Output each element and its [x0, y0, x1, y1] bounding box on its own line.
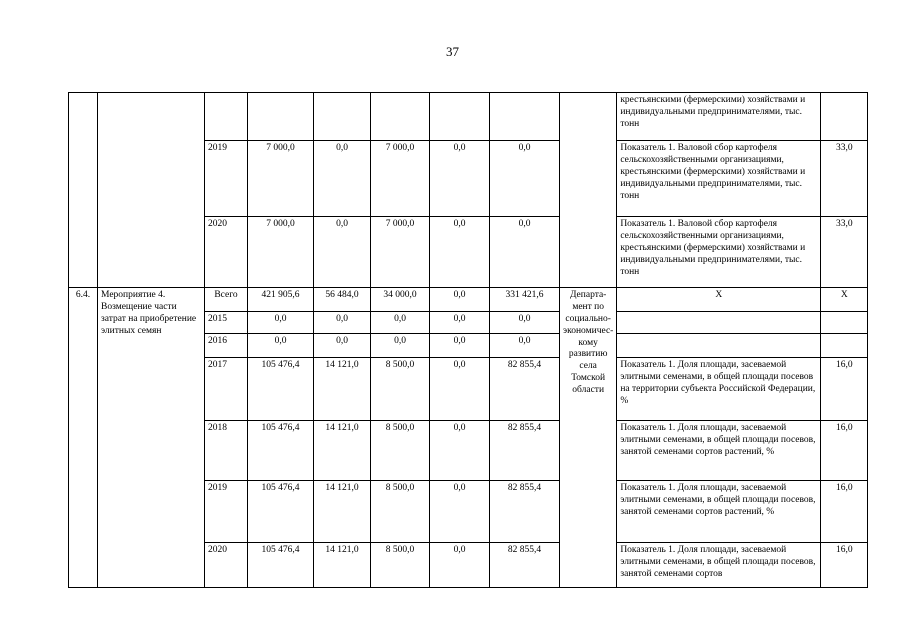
cell-c3: [430, 93, 490, 141]
cell-c4: [490, 93, 560, 141]
cell-target: 33,0: [821, 217, 868, 288]
cell-year: 2018: [205, 421, 248, 481]
cell-indicator: Показатель 1. Доля площади, засеваемой элитными семенами, в общей площади посевов, занятой семенами сортов растений, %: [617, 421, 821, 481]
cell-total: 421 905,6: [248, 288, 314, 312]
cell-c1: 14 121,0: [314, 543, 371, 588]
cell-c1: 0,0: [314, 217, 371, 288]
cell-c2: 0,0: [371, 334, 430, 358]
cell-c3: 0,0: [430, 141, 490, 217]
cell-c2: 7 000,0: [371, 217, 430, 288]
cell-c1: 0,0: [314, 141, 371, 217]
cell-total: 7 000,0: [248, 217, 314, 288]
cell-year: 2017: [205, 358, 248, 421]
cell-c1: 14 121,0: [314, 421, 371, 481]
cell-indicator: Показатель 1. Доля площади, засеваемой элитными семенами, в общей площади посевов, занятой семенами сортов: [617, 543, 821, 588]
cell-c3: 0,0: [430, 334, 490, 358]
cell-c1: 0,0: [314, 312, 371, 334]
cell-c2: 8 500,0: [371, 543, 430, 588]
cell-year: 2015: [205, 312, 248, 334]
cell-target: [821, 93, 868, 141]
table-row: [69, 93, 868, 141]
cell-c4: 0,0: [490, 217, 560, 288]
cell-year: 2020: [205, 543, 248, 588]
cell-indicator: Показатель 1. Доля площади, засеваемой элитными семенами, в общей площади посевов, занятой семенами сортов растений, %: [617, 481, 821, 543]
cell-c3: 0,0: [430, 288, 490, 312]
cell-c1: [314, 93, 371, 141]
cell-c4: 82 855,4: [490, 481, 560, 543]
cell-indicator: Х: [617, 288, 821, 312]
cell-year: 2019: [205, 141, 248, 217]
cell-target: [821, 312, 868, 334]
cell-c3: 0,0: [430, 481, 490, 543]
cell-target: 33,0: [821, 141, 868, 217]
cell-c4: 82 855,4: [490, 421, 560, 481]
cell-target: 16,0: [821, 421, 868, 481]
cell-measure-name: [98, 93, 205, 288]
cell-c3: 0,0: [430, 217, 490, 288]
cell-c4: 331 421,6: [490, 288, 560, 312]
cell-c2: 0,0: [371, 312, 430, 334]
cell-c2: [371, 93, 430, 141]
cell-year: 2020: [205, 217, 248, 288]
cell-total: 0,0: [248, 312, 314, 334]
table-row: [69, 288, 868, 312]
cell-c4: 0,0: [490, 312, 560, 334]
cell-total-label: Всего: [205, 288, 248, 312]
cell-year: [205, 93, 248, 141]
cell-c1: 14 121,0: [314, 481, 371, 543]
cell-total: 105 476,4: [248, 481, 314, 543]
program-table: [68, 92, 868, 588]
cell-c3: 0,0: [430, 358, 490, 421]
cell-year: 2016: [205, 334, 248, 358]
cell-indicator: Показатель 1. Валовой сбор картофеля сельскохозяйственными организациями, крестьянскими (фермерскими) хозяйствами и индивидуальными предпринимателями, тыс. тонн: [617, 217, 821, 288]
cell-indicator: Показатель 1. Валовой сбор картофеля сельскохозяйственными организациями, крестьянскими (фермерскими) хозяйствами и индивидуальными предпринимателями, тыс. тонн: [617, 141, 821, 217]
cell-target: 16,0: [821, 358, 868, 421]
cell-target: 16,0: [821, 543, 868, 588]
cell-indicator: крестьянскими (фермерскими) хозяйствами и индивидуальными предпринимателями, тыс. тонн: [617, 93, 821, 141]
cell-c4: 82 855,4: [490, 543, 560, 588]
cell-total: 0,0: [248, 334, 314, 358]
cell-year: 2019: [205, 481, 248, 543]
cell-indicator: Показатель 1. Доля площади, засеваемой элитными семенами, в общей площади посевов на территории субъекта Российской Федерации, %: [617, 358, 821, 421]
cell-total: [248, 93, 314, 141]
cell-c3: 0,0: [430, 312, 490, 334]
page-number: 37: [446, 44, 459, 59]
cell-target: [821, 334, 868, 358]
cell-c1: 0,0: [314, 334, 371, 358]
cell-executor: [560, 93, 617, 288]
cell-c3: 0,0: [430, 543, 490, 588]
cell-c1: 56 484,0: [314, 288, 371, 312]
cell-target: 16,0: [821, 481, 868, 543]
cell-number: 6.4.: [69, 288, 98, 588]
cell-target: Х: [821, 288, 868, 312]
cell-c2: 7 000,0: [371, 141, 430, 217]
cell-c2: 34 000,0: [371, 288, 430, 312]
cell-c2: 8 500,0: [371, 358, 430, 421]
cell-c3: 0,0: [430, 421, 490, 481]
cell-c1: 14 121,0: [314, 358, 371, 421]
cell-indicator: [617, 312, 821, 334]
cell-total: 105 476,4: [248, 421, 314, 481]
cell-c2: 8 500,0: [371, 481, 430, 543]
cell-indicator: [617, 334, 821, 358]
cell-total: 105 476,4: [248, 543, 314, 588]
cell-c4: 82 855,4: [490, 358, 560, 421]
cell-c4: 0,0: [490, 141, 560, 217]
cell-measure-name: Мероприятие 4. Возмещение части затрат на приобретение элитных семян: [98, 288, 205, 588]
cell-total: 7 000,0: [248, 141, 314, 217]
cell-c2: 8 500,0: [371, 421, 430, 481]
cell-total: 105 476,4: [248, 358, 314, 421]
cell-executor: Департа- мент по социально- экономичес- кому развитию села Томской области: [560, 288, 617, 588]
cell-number: [69, 93, 98, 288]
cell-c4: 0,0: [490, 334, 560, 358]
